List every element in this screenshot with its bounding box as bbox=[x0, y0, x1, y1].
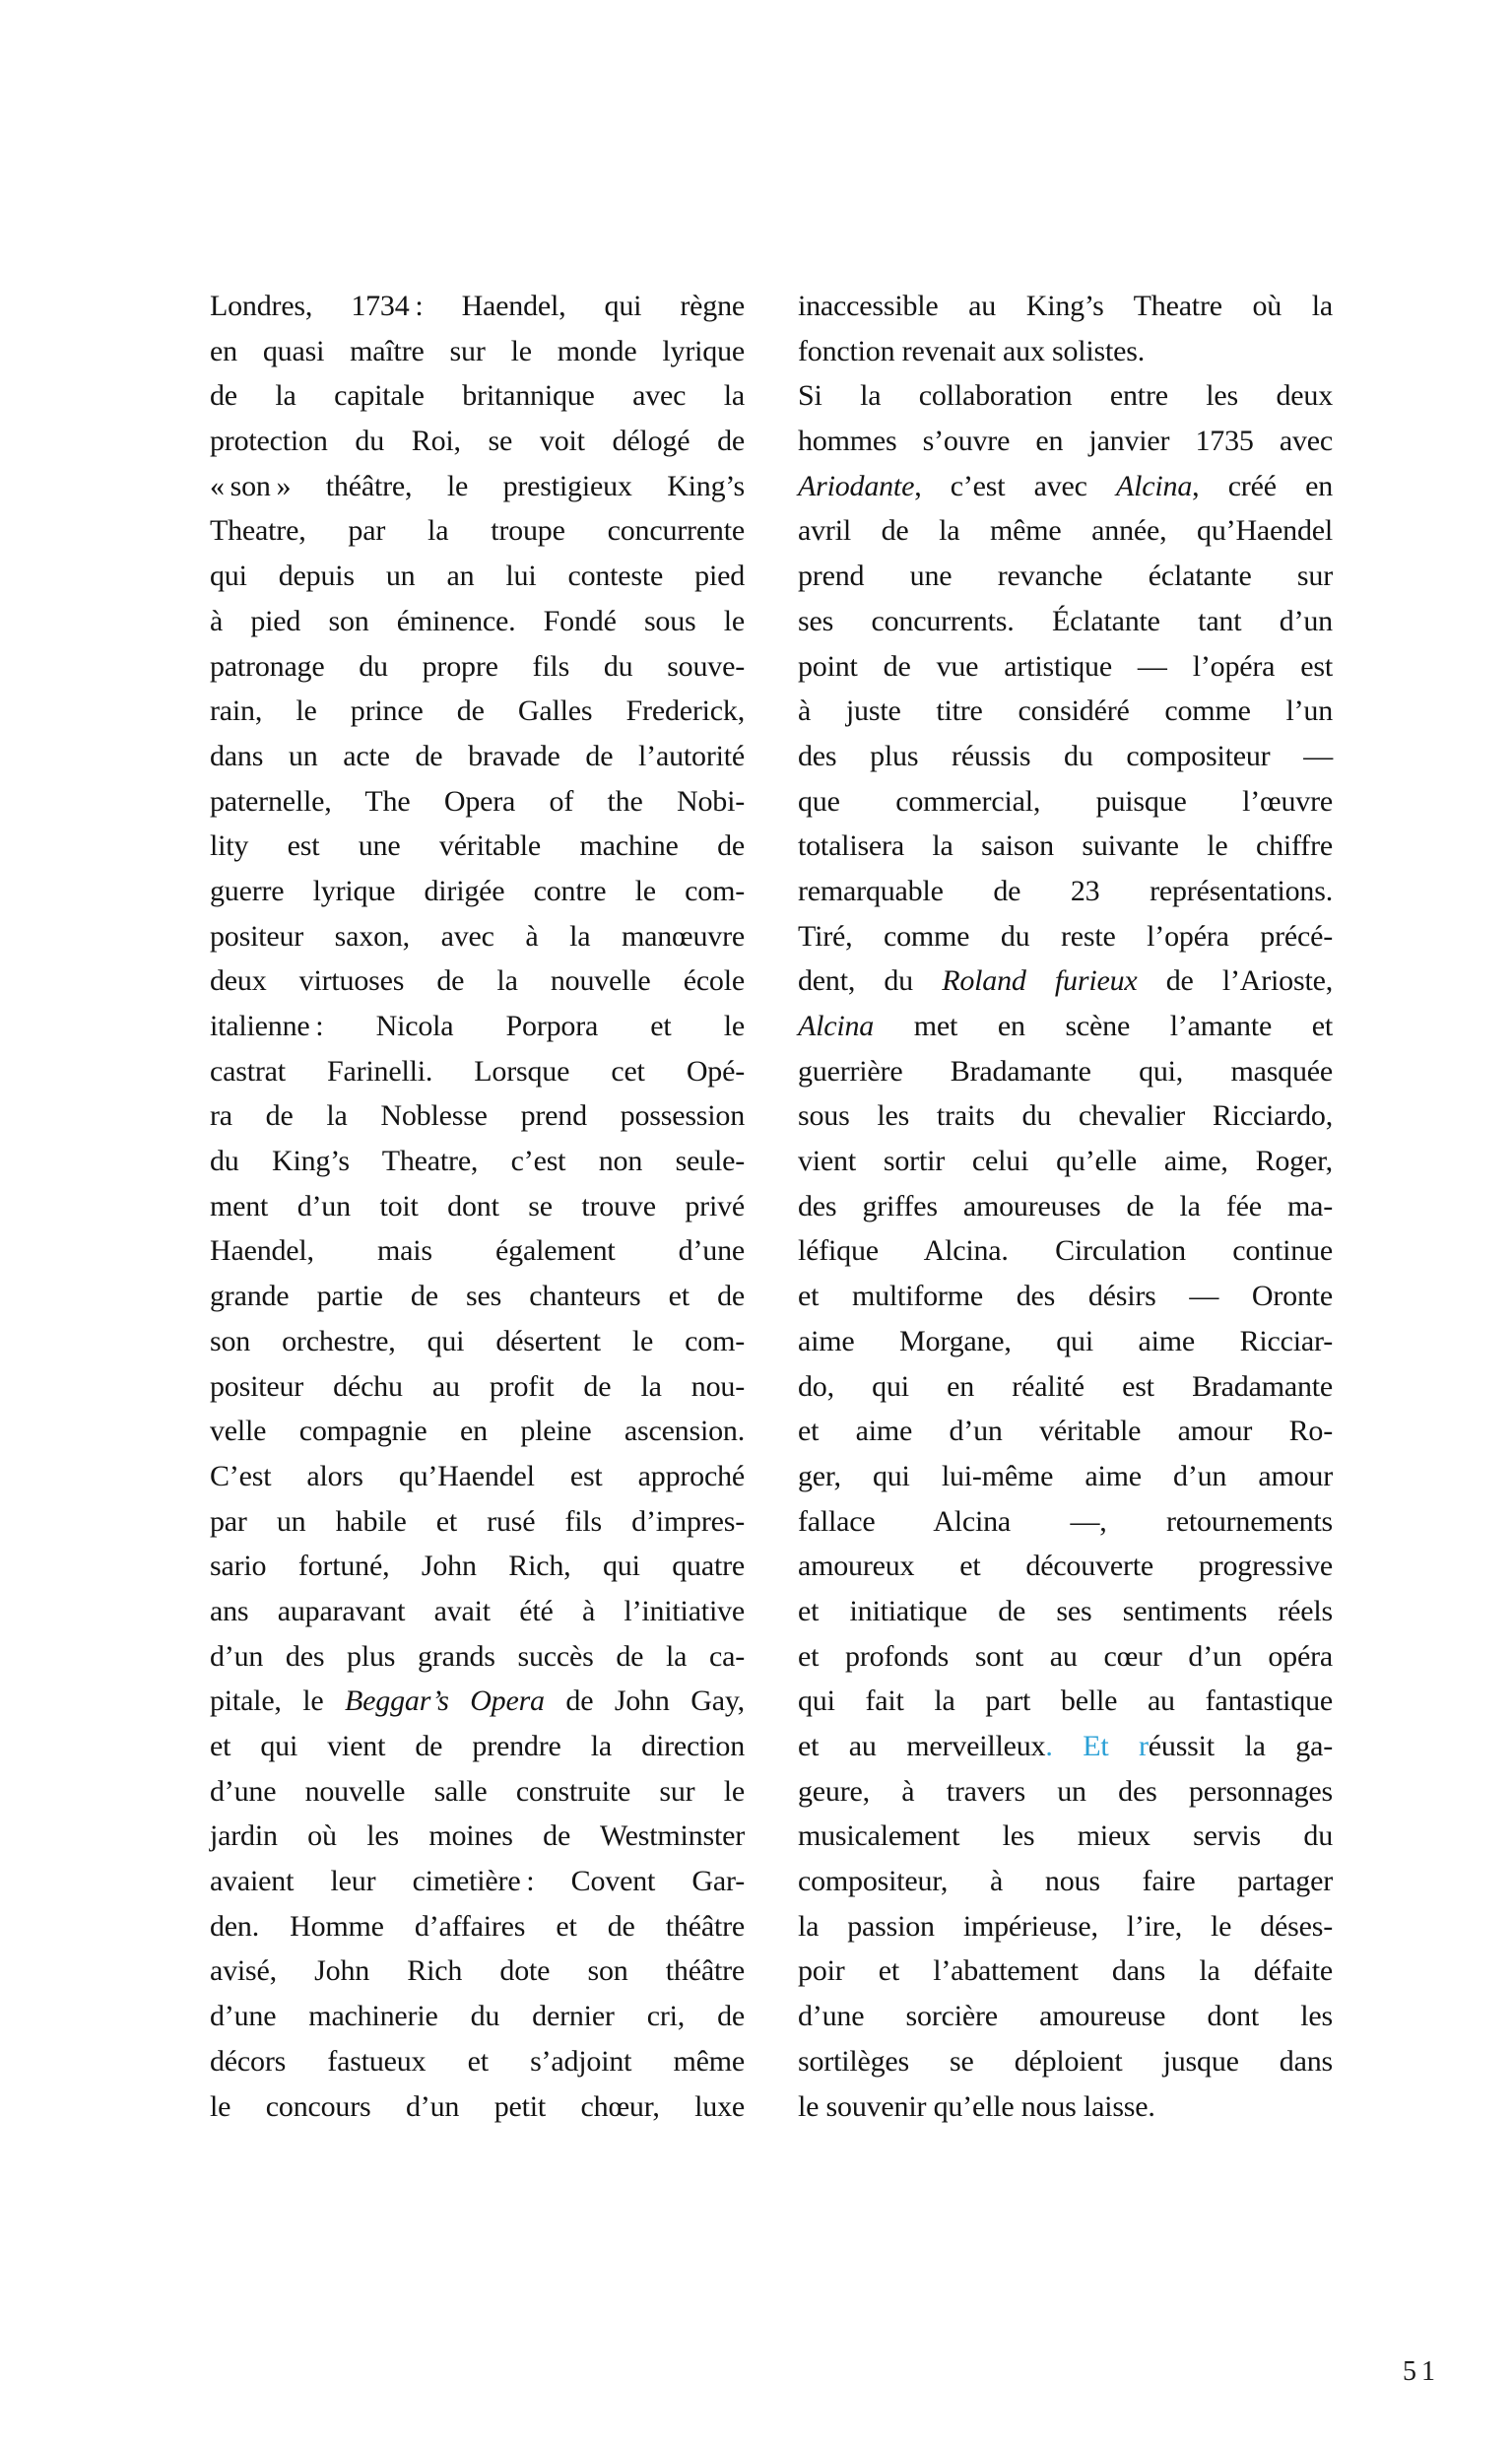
text-segment: Si la collaboration entre les deux bbox=[798, 379, 1333, 413]
text-line bbox=[798, 1364, 1333, 1410]
text-segment: pitale, le bbox=[210, 1684, 346, 1718]
italic-text-segment: Roland furieux bbox=[942, 964, 1138, 998]
text-line bbox=[210, 1634, 745, 1680]
text-line bbox=[210, 958, 745, 1004]
text-line bbox=[210, 373, 745, 419]
text-segment: totalisera la saison suivante le chiffre bbox=[798, 829, 1333, 863]
text-line bbox=[798, 1994, 1333, 2039]
text-segment: remarquable de 23 représentations. bbox=[798, 874, 1333, 907]
text-line bbox=[798, 1139, 1333, 1184]
text-column-left bbox=[210, 284, 745, 2129]
text-segment: ra de la Noblesse prend possession bbox=[210, 1099, 745, 1133]
text-segment: de John Gay, bbox=[544, 1684, 745, 1718]
text-line bbox=[210, 1454, 745, 1499]
text-segment: positeur saxon, avec à la manœuvre bbox=[210, 919, 745, 953]
text-line bbox=[210, 1093, 745, 1139]
text-line bbox=[210, 554, 745, 599]
text-line bbox=[210, 1228, 745, 1274]
text-segment: par un habile et rusé fils d’impres- bbox=[210, 1504, 745, 1538]
text-line bbox=[798, 1409, 1333, 1454]
text-segment: que commercial, puisque l’œuvre bbox=[798, 784, 1333, 818]
text-segment: et multiforme des désirs — Oronte bbox=[798, 1280, 1333, 1313]
accent-text-segment: . Et r bbox=[1045, 1730, 1149, 1762]
text-segment: d’une machinerie du dernier cri, de bbox=[210, 2000, 745, 2033]
text-segment: éussit la ga- bbox=[1148, 1730, 1333, 1762]
text-line bbox=[798, 914, 1333, 959]
text-segment: et aime d’un véritable amour Ro- bbox=[798, 1415, 1333, 1448]
text-segment: à juste titre considéré comme l’un bbox=[798, 694, 1333, 728]
text-line bbox=[798, 284, 1333, 329]
text-segment: Londres, 1734 : Haendel, qui règne bbox=[210, 290, 745, 322]
text-segment: musicalement les mieux servis du bbox=[798, 1819, 1333, 1853]
text-segment: positeur déchu au profit de la nou- bbox=[210, 1369, 745, 1403]
text-line bbox=[798, 1228, 1333, 1274]
text-line bbox=[210, 1499, 745, 1545]
text-segment: do, qui en réalité est Bradamante bbox=[798, 1369, 1333, 1403]
text-line bbox=[210, 689, 745, 734]
text-segment: vient sortir celui qu’elle aime, Roger, bbox=[798, 1145, 1333, 1178]
text-line bbox=[798, 1454, 1333, 1499]
text-segment: inaccessible au King’s Theatre où la bbox=[798, 290, 1333, 322]
text-segment: et au merveilleux bbox=[798, 1730, 1046, 1762]
text-line bbox=[210, 1364, 745, 1410]
text-line bbox=[210, 734, 745, 779]
text-segment: ans auparavant avait été à l’initiative bbox=[210, 1594, 745, 1627]
text-line bbox=[210, 1814, 745, 1859]
text-segment: geure, à travers un des personnages bbox=[798, 1774, 1333, 1808]
text-line bbox=[798, 1724, 1333, 1769]
text-segment: qui depuis un an lui conteste pied bbox=[210, 560, 745, 593]
text-line bbox=[798, 1499, 1333, 1545]
text-segment: protection du Roi, se voit délogé de bbox=[210, 425, 745, 458]
text-line bbox=[798, 1093, 1333, 1139]
text-line bbox=[798, 869, 1333, 914]
text-segment: décors fastueux et s’adjoint même bbox=[210, 2044, 745, 2078]
text-segment: d’une nouvelle salle construite sur le bbox=[210, 1774, 745, 1808]
text-segment: des plus réussis du compositeur — bbox=[798, 739, 1333, 772]
text-line bbox=[210, 779, 745, 825]
text-segment: des griffes amoureuses de la fée ma- bbox=[798, 1189, 1333, 1222]
text-line bbox=[210, 1184, 745, 1229]
text-line bbox=[210, 2039, 745, 2084]
text-line bbox=[210, 419, 745, 464]
text-segment: avisé, John Rich dote son théâtre bbox=[210, 1954, 745, 1988]
text-segment: italienne : Nicola Porpora et le bbox=[210, 1010, 745, 1042]
text-segment: den. Homme d’affaires et de théâtre bbox=[210, 1909, 745, 1943]
text-line bbox=[798, 1589, 1333, 1634]
text-line bbox=[210, 869, 745, 914]
text-line bbox=[798, 824, 1333, 869]
text-segment: poir et l’abattement dans la défaite bbox=[798, 1954, 1333, 1988]
text-line bbox=[210, 508, 745, 554]
text-line bbox=[210, 644, 745, 690]
text-segment: le souvenir qu’elle nous laisse. bbox=[798, 2089, 1155, 2123]
text-line bbox=[210, 1049, 745, 1094]
text-segment: Haendel, mais également d’une bbox=[210, 1234, 745, 1268]
text-line bbox=[210, 1904, 745, 1949]
text-segment: , créé en bbox=[1192, 469, 1333, 502]
italic-text-segment: Alcina bbox=[1116, 469, 1193, 502]
text-line bbox=[210, 1994, 745, 2039]
text-line bbox=[798, 958, 1333, 1004]
text-line bbox=[210, 1004, 745, 1049]
text-segment: deux virtuoses de la nouvelle école bbox=[210, 964, 745, 998]
text-segment: C’est alors qu’Haendel est approché bbox=[210, 1459, 745, 1492]
text-segment: patronage du propre fils du souve- bbox=[210, 649, 745, 683]
text-segment: Theatre, par la troupe concurrente bbox=[210, 514, 745, 548]
text-column-right bbox=[798, 284, 1333, 2129]
text-line bbox=[798, 689, 1333, 734]
text-line bbox=[210, 329, 745, 374]
text-line bbox=[798, 599, 1333, 644]
text-segment: guerre lyrique dirigée contre le com- bbox=[210, 874, 745, 907]
text-line bbox=[210, 284, 745, 329]
text-segment: grande partie de ses chanteurs et de bbox=[210, 1280, 745, 1313]
text-line bbox=[798, 1049, 1333, 1094]
text-segment: sortilèges se déploient jusque dans bbox=[798, 2044, 1333, 2078]
text-line bbox=[798, 1859, 1333, 1904]
text-line bbox=[798, 2084, 1333, 2130]
text-segment: avril de la même année, qu’Haendel bbox=[798, 514, 1333, 548]
text-line bbox=[798, 1948, 1333, 1994]
text-segment: castrat Farinelli. Lorsque cet Opé- bbox=[210, 1054, 745, 1088]
text-segment: lity est une véritable machine de bbox=[210, 829, 745, 863]
text-segment: léfique Alcina. Circulation continue bbox=[798, 1234, 1333, 1268]
text-line bbox=[798, 1184, 1333, 1229]
text-segment: rain, le prince de Galles Frederick, bbox=[210, 694, 745, 728]
text-segment: en quasi maître sur le monde lyrique bbox=[210, 334, 745, 367]
text-line bbox=[210, 1724, 745, 1769]
text-line bbox=[798, 1679, 1333, 1724]
text-segment: guerrière Bradamante qui, masquée bbox=[798, 1054, 1333, 1088]
text-segment: et initiatique de ses sentiments réels bbox=[798, 1594, 1333, 1627]
text-segment: et qui vient de prendre la direction bbox=[210, 1730, 745, 1762]
text-line bbox=[798, 2039, 1333, 2084]
text-line bbox=[210, 1319, 745, 1364]
text-line bbox=[798, 508, 1333, 554]
text-segment: ses concurrents. Éclatante tant d’un bbox=[798, 604, 1333, 637]
text-segment: la passion impérieuse, l’ire, le déses- bbox=[798, 1909, 1333, 1943]
text-segment: ger, qui lui-même aime d’un amour bbox=[798, 1459, 1333, 1492]
text-segment: point de vue artistique — l’opéra est bbox=[798, 649, 1333, 683]
text-segment: velle compagnie en pleine ascension. bbox=[210, 1415, 745, 1448]
text-segment: fallace Alcina —, retournements bbox=[798, 1504, 1333, 1538]
text-line bbox=[798, 1319, 1333, 1364]
text-line bbox=[210, 1139, 745, 1184]
text-line bbox=[798, 1634, 1333, 1680]
text-segment: ment d’un toit dont se trouve privé bbox=[210, 1189, 745, 1222]
text-segment: prend une revanche éclatante sur bbox=[798, 560, 1333, 593]
italic-text-segment: Alcina bbox=[798, 1010, 875, 1042]
text-segment: et profonds sont au cœur d’un opéra bbox=[798, 1639, 1333, 1673]
text-line bbox=[210, 1948, 745, 1994]
text-segment: avaient leur cimetière : Covent Gar- bbox=[210, 1865, 745, 1898]
text-line bbox=[798, 464, 1333, 509]
text-segment: à pied son éminence. Fondé sous le bbox=[210, 604, 745, 637]
text-line bbox=[798, 1004, 1333, 1049]
text-line bbox=[210, 464, 745, 509]
text-segment: sous les traits du chevalier Ricciardo, bbox=[798, 1099, 1333, 1133]
text-segment: jardin où les moines de Westminster bbox=[210, 1819, 745, 1853]
text-segment: du King’s Theatre, c’est non seule- bbox=[210, 1145, 745, 1178]
text-line bbox=[798, 1274, 1333, 1319]
text-line bbox=[210, 1769, 745, 1815]
text-segment: amoureux et découverte progressive bbox=[798, 1550, 1333, 1583]
text-segment: compositeur, à nous faire partager bbox=[798, 1865, 1333, 1898]
text-line bbox=[798, 373, 1333, 419]
text-line bbox=[798, 554, 1333, 599]
text-line bbox=[210, 1409, 745, 1454]
italic-text-segment: Ariodante bbox=[798, 469, 915, 502]
text-line bbox=[798, 1544, 1333, 1589]
text-segment: Tiré, comme du reste l’opéra précé- bbox=[798, 919, 1333, 953]
text-segment: le concours d’un petit chœur, luxe bbox=[210, 2089, 745, 2123]
text-line bbox=[798, 1904, 1333, 1949]
text-line bbox=[798, 734, 1333, 779]
text-segment: fonction revenait aux solistes. bbox=[798, 334, 1146, 367]
text-segment: hommes s’ouvre en janvier 1735 avec bbox=[798, 425, 1333, 458]
text-segment: de l’Arioste, bbox=[1137, 964, 1333, 998]
text-line bbox=[210, 914, 745, 959]
text-line bbox=[798, 329, 1333, 374]
text-line bbox=[210, 2084, 745, 2130]
text-line bbox=[210, 824, 745, 869]
text-segment: met en scène l’amante et bbox=[874, 1010, 1333, 1042]
text-segment: dent, du bbox=[798, 964, 943, 998]
text-segment: d’un des plus grands succès de la ca- bbox=[210, 1639, 745, 1673]
text-line bbox=[210, 1274, 745, 1319]
text-line bbox=[210, 1859, 745, 1904]
text-segment: qui fait la part belle au fantastique bbox=[798, 1684, 1333, 1718]
text-line bbox=[798, 419, 1333, 464]
text-segment: « son » théâtre, le prestigieux King’s bbox=[210, 469, 745, 502]
text-segment: de la capitale britannique avec la bbox=[210, 379, 745, 413]
text-line bbox=[210, 1589, 745, 1634]
text-segment: d’une sorcière amoureuse dont les bbox=[798, 2000, 1333, 2033]
text-segment: , c’est avec bbox=[914, 469, 1117, 502]
italic-text-segment: Beggar’s Opera bbox=[345, 1684, 545, 1718]
text-segment: paternelle, The Opera of the Nobi- bbox=[210, 784, 745, 818]
text-line bbox=[210, 1544, 745, 1589]
text-line bbox=[798, 1814, 1333, 1859]
text-line bbox=[210, 1679, 745, 1724]
text-line bbox=[798, 1769, 1333, 1815]
text-segment: dans un acte de bravade de l’autorité bbox=[210, 739, 745, 772]
text-line bbox=[798, 779, 1333, 825]
text-segment: aime Morgane, qui aime Ricciar- bbox=[798, 1324, 1333, 1357]
text-segment: son orchestre, qui désertent le com- bbox=[210, 1324, 745, 1357]
text-line bbox=[210, 599, 745, 644]
page-number: 51 bbox=[1403, 2356, 1440, 2387]
text-segment: sario fortuné, John Rich, qui quatre bbox=[210, 1550, 745, 1583]
text-line bbox=[798, 644, 1333, 690]
